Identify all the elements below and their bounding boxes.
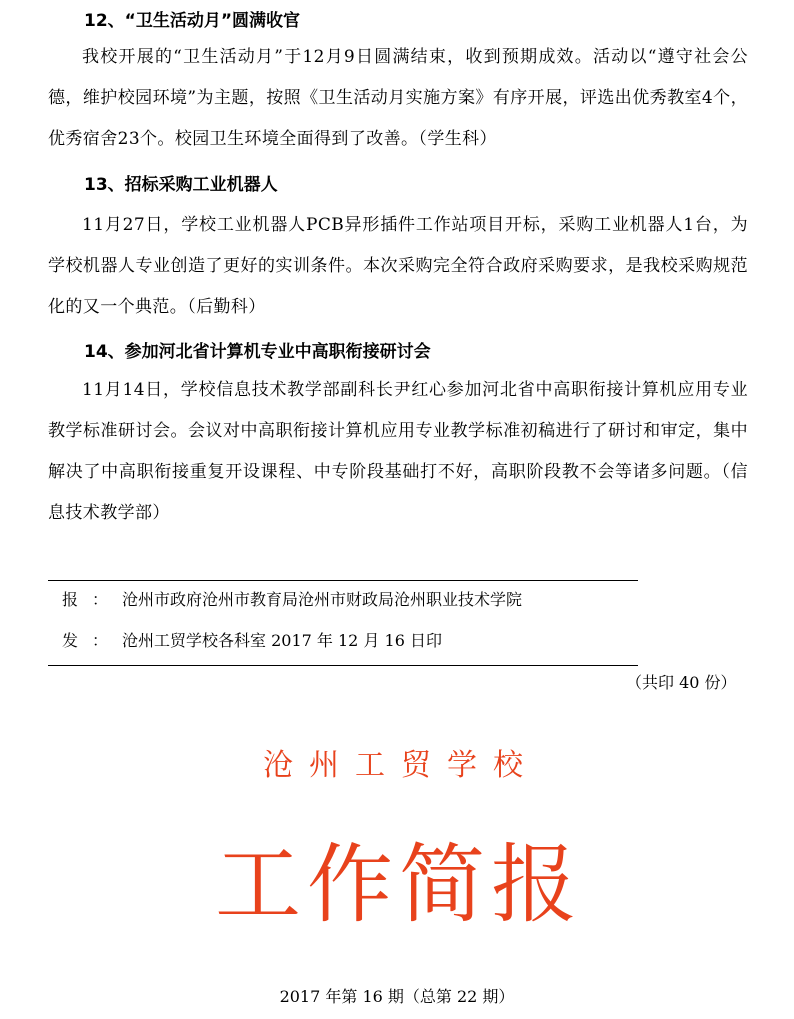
- briefing-title: 工作简报: [215, 835, 583, 935]
- report-label: 报：: [62, 590, 123, 609]
- section-body-14: 11月14日，学校信息技术教学部副科长尹红心参加河北省中高职衔接计算机应用专业教学标准研讨会。会议对中高职衔接计算机应用专业教学标准初稿进行了研讨和审定，集中解决了中高职衔接重复开设课程、中专阶段基础打不好，高职阶段教不会等诸多问题。（信息技术教学部）: [48, 380, 748, 523]
- section-body-12: 我校开展的“卫生活动月”于12月9日圆满结束，收到预期成效。活动以“遵守社会公德，维护校园环境”为主题，按照《卫生活动月实施方案》有序开展，评选出优秀教室4个，优秀宿舍23个。校园卫生环境全面得到了改善。（学生科）: [48, 47, 748, 149]
- school-name: 沧州工贸学校: [263, 748, 539, 783]
- report-recipients: 沧州市政府沧州市教育局沧州市财政局沧州职业技术学院: [122, 590, 523, 609]
- issue-number: 2017 年第 16 期（总第 22 期）: [279, 987, 515, 1006]
- section-heading-13: 13、招标采购工业机器人: [84, 175, 278, 195]
- report-to-line: [62, 589, 522, 611]
- distribution-top-rule: [48, 580, 638, 581]
- section-heading-12: 12、“卫生活动月”圆满收官: [84, 11, 301, 31]
- section-heading-14: 14、参加河北省计算机专业中高职衔接研讨会: [84, 342, 431, 362]
- print-copies: （共印 40 份）: [626, 673, 737, 692]
- section-body-13: 11月27日，学校工业机器人PCB异形插件工作站项目开标，采购工业机器人1台，为学校机器人专业创造了更好的实训条件。本次采购完全符合政府采购要求，是我校采购规范化的又一个典范。（后勤科）: [48, 215, 748, 317]
- issue-label: 发：: [62, 631, 123, 650]
- issue-recipients: 沧州工贸学校各科室 2017 年 12 月 16 日印: [122, 631, 442, 650]
- distribution-bottom-rule: [48, 665, 638, 666]
- issue-to-line: [62, 630, 442, 652]
